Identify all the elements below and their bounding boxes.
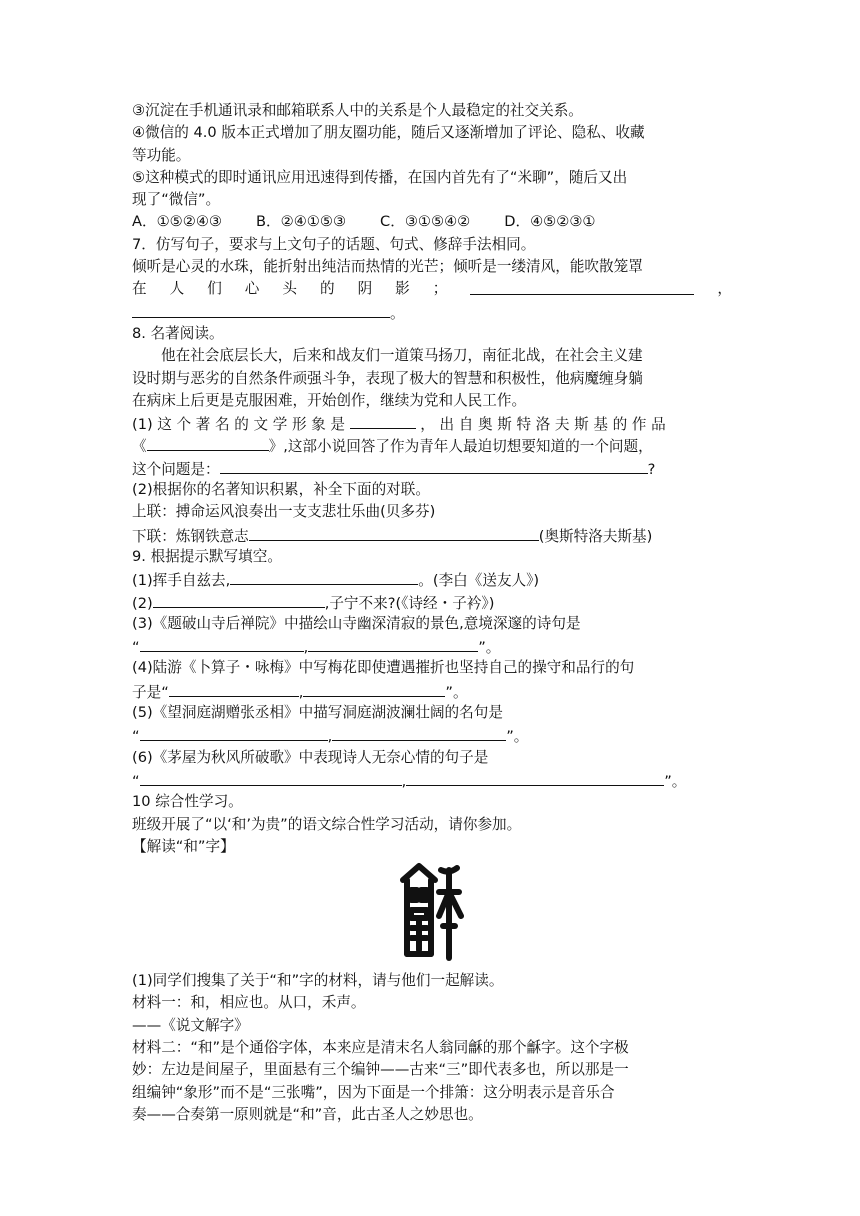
choice-c[interactable]: C．③①⑤④② <box>380 213 471 231</box>
material-two-line-2: 妙：左边是间屋子，里面悬有三个编钟——古来“三”即代表多也，所以那是一 <box>132 1061 629 1079</box>
question-9-title: 9. 根据提示默写填空。 <box>132 547 282 565</box>
seal-script-he-image <box>399 862 465 962</box>
character-name-blank[interactable] <box>350 412 416 429</box>
material-two-line-1: 材料二：“和”是个通俗字体，本来应是清末名人翁同龢的那个龢字。这个字极 <box>132 1038 629 1056</box>
poem-blank-6a[interactable] <box>140 769 402 786</box>
poem-blank-5b[interactable] <box>332 724 506 741</box>
question-8-1: (1) 这 个 著 名 的 文 学 形 象 是 ， 出 自 奥 斯 特 洛 夫 斯 基 的 作 品 <box>132 412 732 434</box>
question-10-title: 10 综合性学习。 <box>132 793 243 811</box>
material-one-source: ——《说文解字》 <box>132 1016 249 1034</box>
question-7-example: 倾听是心灵的水珠，能折射出纯洁而热情的光芒；倾听是一缕清风，能吹散笼罩 <box>132 258 643 276</box>
option-item-3: ③沉淀在手机通讯录和邮箱联系人中的关系是个人最稳定的社交关系。 <box>132 102 583 119</box>
activity-intro: 班级开展了“以‘和’为贵”的语文综合性学习活动，请你参加。 <box>132 815 522 833</box>
passage-line-1: 他在社会底层长大，后来和战友们一道策马扬刀，南征北战，在社会主义建 <box>161 347 643 365</box>
material-one: 材料一：和，相应也。从口，禾声。 <box>132 994 366 1012</box>
choice-b[interactable]: B．②④①⑤③ <box>256 213 347 231</box>
choice-a[interactable]: A．①⑤②④③ <box>132 213 222 231</box>
passage-line-3: 在病床上后更是克服困难，开始创作，继续为党和人民工作。 <box>132 391 527 409</box>
question-9-4: (4)陆游《卜算子・咏梅》中写梅花即使遭遇摧折也坚持自己的操守和品行的句 <box>132 659 635 677</box>
question-10-1: (1)同学们搜集了关于“和”字的材料，请与他们一起解读。 <box>132 972 504 990</box>
question-9-3-answer: “ , ”。 <box>132 635 732 657</box>
option-item-4: ④微信的 4.0 版本正式增加了朋友圈功能，随后又逐渐增加了评论、隐私、收藏 <box>132 124 645 142</box>
question-9-6-answer: “ , ”。 <box>132 769 732 791</box>
option-item-4-cont: 等功能。 <box>132 146 191 164</box>
option-item-5-cont: 现了“微信”。 <box>132 191 221 209</box>
poem-blank-1[interactable] <box>230 568 418 585</box>
couplet-blank[interactable] <box>249 524 539 541</box>
question-9-5: (5)《望洞庭湖赠张丞相》中描写洞庭湖波澜壮阔的名句是 <box>132 704 503 722</box>
poem-blank-4a[interactable] <box>169 680 299 697</box>
question-8-title: 8. 名著阅读。 <box>132 324 224 342</box>
poem-blank-3b[interactable] <box>308 635 478 652</box>
seal-character-area <box>132 858 732 970</box>
poem-blank-4b[interactable] <box>303 680 445 697</box>
question-9-4-answer: 子是“ , ”。 <box>132 680 732 702</box>
question-8-1-cont: 《 》,这部小说回答了作为青年人最迫切想要知道的一个问题， <box>132 434 732 456</box>
question-9-5-answer: “ , ”。 <box>132 724 732 746</box>
document-page <box>132 100 732 1126</box>
option-item-5: ⑤这种模式的即时通讯应用迅速得到传播，在国内首先有了“米聊”，随后又出 <box>132 168 628 186</box>
book-title-blank[interactable] <box>147 434 269 451</box>
question-7-example-cont: 在 人 们 心 头 的 阴 影 ； ， <box>132 280 732 298</box>
passage-line-2: 设时期与恶劣的自然条件顽强斗争，表现了极大的智慧和积极性，他病魔缠身躺 <box>132 369 643 387</box>
question-9-3: (3)《题破山寺后禅院》中描绘山寺幽深清寂的景色,意境深邃的诗句是 <box>132 614 581 632</box>
couplet-upper: 上联：搏命运风浪奏出一支支悲壮乐曲(贝多芬) <box>132 503 436 521</box>
material-two-line-4: 奏——合奏第一原则就是“和”音，此古圣人之妙思也。 <box>132 1105 483 1123</box>
section-heading: 【解读“和”字】 <box>132 837 235 855</box>
imitation-blank-1[interactable] <box>470 278 694 295</box>
question-8-1-cont2: 这个问题是： ? <box>132 457 732 479</box>
poem-blank-3a[interactable] <box>140 635 304 652</box>
material-two-line-3: 组编钟“象形”而不是“三张嘴”，因为下面是一个排箫：这分明表示是音乐合 <box>132 1083 615 1101</box>
answer-choices <box>132 211 732 233</box>
question-9-2: (2) ,子宁不来?(《诗经・子衿》) <box>132 591 732 613</box>
imitation-blank-2[interactable] <box>132 301 390 318</box>
choice-d[interactable]: D．④⑤②③① <box>504 213 596 231</box>
question-blank[interactable] <box>220 457 648 474</box>
question-9-6: (6)《茅屋为秋风所破歌》中表现诗人无奈心情的句子是 <box>132 748 489 766</box>
poem-blank-5a[interactable] <box>140 724 328 741</box>
couplet-lower: 下联：炼钢铁意志 (奥斯特洛夫斯基) <box>132 524 732 546</box>
poem-blank-2[interactable] <box>153 591 325 608</box>
question-7-answer-line: 。 <box>132 301 732 323</box>
question-7-title: 7．仿写句子，要求与上文句子的话题、句式、修辞手法相同。 <box>132 235 536 253</box>
question-8-2: (2)根据你的名著知识积累，补全下面的对联。 <box>132 481 430 499</box>
question-9-1: (1)挥手自兹去, 。(李白《送友人》) <box>132 568 732 590</box>
poem-blank-6b[interactable] <box>406 769 664 786</box>
